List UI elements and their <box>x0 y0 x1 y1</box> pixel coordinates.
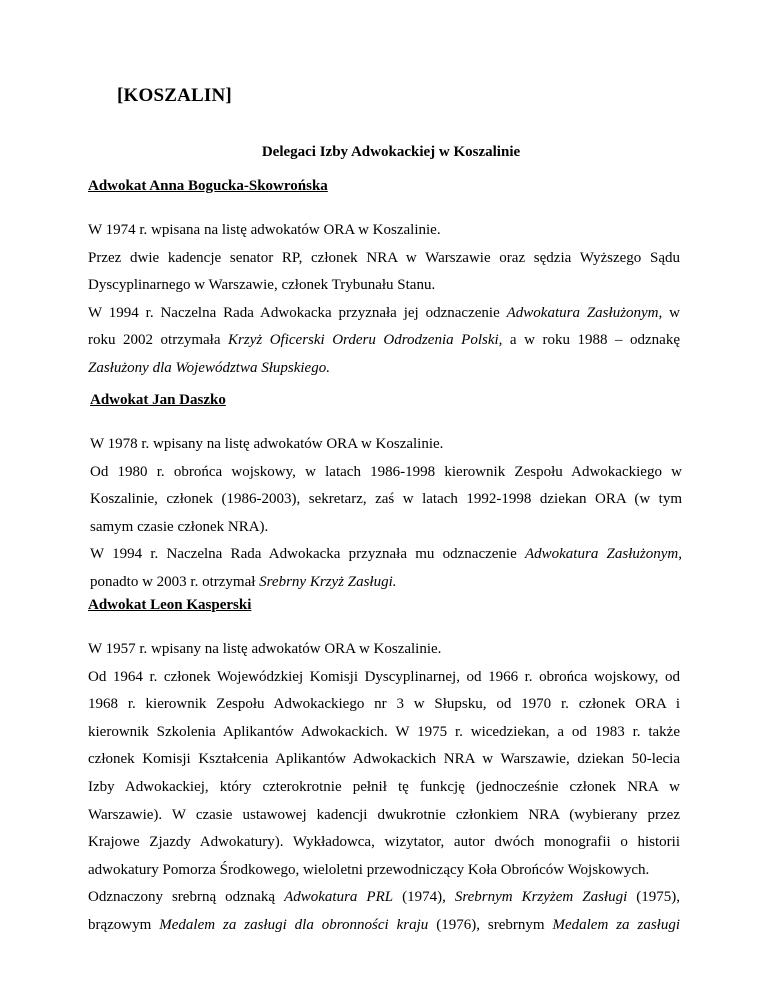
award-name: Srebrny Krzyż Zasługi. <box>259 573 397 590</box>
paragraph-line: W 1978 r. wpisany na listę adwokatów ORA w Koszalinie. <box>90 436 444 452</box>
award-name: Adwokatura Zasłużonym, <box>524 546 682 563</box>
section-name: Adwokat Anna Bogucka-Skowrońska <box>88 178 328 194</box>
paragraph-line: W 1974 r. wpisana na listę adwokatów ORA w Koszalinie. <box>88 222 441 238</box>
award-name: Zasłużony dla Województwa Słupskiego. <box>88 359 330 376</box>
paragraph-line: adwokatury Pomorza Środkowego, wieloletni przewodniczący Koła Obrońców Wojskowych. <box>88 861 650 878</box>
paragraph-line: samym czasie członek NRA). <box>90 518 269 535</box>
section-bogucka-skowronska <box>88 175 680 383</box>
paragraph-line: brązowym Medalem za zasługi dla obronności kraju (1976), srebrnym Medalem za zasługi <box>88 916 680 933</box>
award-name: Srebrnym Krzyżem Zasługi <box>454 889 628 906</box>
paragraph-line: Dyscyplinarnego w Warszawie, członek Trybunału Stanu. <box>88 277 436 294</box>
paragraph-line: Przez dwie kadencje senator RP, członek NRA w Warszawie oraz sędzia Wyższego Sądu <box>88 249 680 266</box>
paragraph-line: ponadto w 2003 r. otrzymał Srebrny Krzyż Zasługi. <box>90 573 397 590</box>
award-name: Medalem za zasługi dla obronności kraju <box>159 916 429 933</box>
section-name: Adwokat Jan Daszko <box>90 392 226 408</box>
paragraph-line: W 1994 r. Naczelna Rada Adwokacka przyznała jej odznaczenie Adwokatura Zasłużonym, w <box>88 304 680 321</box>
award-name: Adwokatura PRL <box>284 889 394 906</box>
paragraph-line: 1968 r. kierownik Zespołu Adwokackiego nr 3 w Słupsku, od 1970 r. członek ORA i <box>88 696 680 713</box>
paragraph-line: Izby Adwokackiej, który czterokrotnie pełnił tę funkcję (jednocześnie członek NRA w <box>88 778 680 795</box>
paragraph-line: roku 2002 otrzymała Krzyż Oficerski Orderu Odrodzenia Polski, a w roku 1988 – odznakę <box>88 332 680 349</box>
paragraph-line: Odznaczony srebrną odznaką Adwokatura PRL (1974), Srebrnym Krzyżem Zasługi (1975), <box>88 889 680 906</box>
section-body <box>88 217 680 383</box>
paragraph-line: kierownik Szkolenia Aplikantów Adwokackich. W 1975 r. wicedziekan, a od 1983 r. także <box>88 723 680 740</box>
paragraph-line: Krajowe Zjazdy Adwokatury). Wykładowca, wizytator, autor dwóch monografii o historii <box>88 834 680 851</box>
paragraph-line: W 1957 r. wpisany na listę adwokatów ORA w Koszalinie. <box>88 641 442 657</box>
section-body <box>88 636 680 940</box>
region-title: [KOSZALIN] <box>117 85 232 106</box>
award-name: Medalem za zasługi <box>552 916 680 933</box>
paragraph-line: W 1994 r. Naczelna Rada Adwokacka przyznała mu odznaczenie Adwokatura Zasłużonym, <box>90 546 682 563</box>
document-heading: Delegaci Izby Adwokackiej w Koszalinie <box>261 144 521 160</box>
award-name: Adwokatura Zasłużonym, <box>506 304 663 321</box>
section-name: Adwokat Leon Kasperski <box>88 597 252 613</box>
paragraph-line: członek Komisji Kształcenia Aplikantów Adwokackich NRA w Warszawie, dziekan 50-lecia <box>88 751 680 768</box>
paragraph-line: Koszalinie, członek (1986-2003), sekretarz, zaś w latach 1992-1998 dziekan ORA (w tym <box>90 491 682 508</box>
section-kasperski <box>88 594 680 940</box>
paragraph-line: Od 1980 r. obrońca wojskowy, w latach 1986-1998 kierownik Zespołu Adwokackiego w <box>90 463 682 480</box>
paragraph-line: Warszawie). W czasie ustawowej kadencji dwukrotnie członkiem NRA (wybierany przez <box>88 806 680 823</box>
section-daszko <box>90 389 682 597</box>
paragraph-line <box>88 355 680 383</box>
award-name: Krzyż Oficerski Orderu Odrodzenia Polski, <box>228 332 503 349</box>
section-body <box>90 431 682 597</box>
paragraph-line: Od 1964 r. członek Wojewódzkiej Komisji Dyscyplinarnej, od 1966 r. obrońca wojskowy, od <box>88 668 680 685</box>
